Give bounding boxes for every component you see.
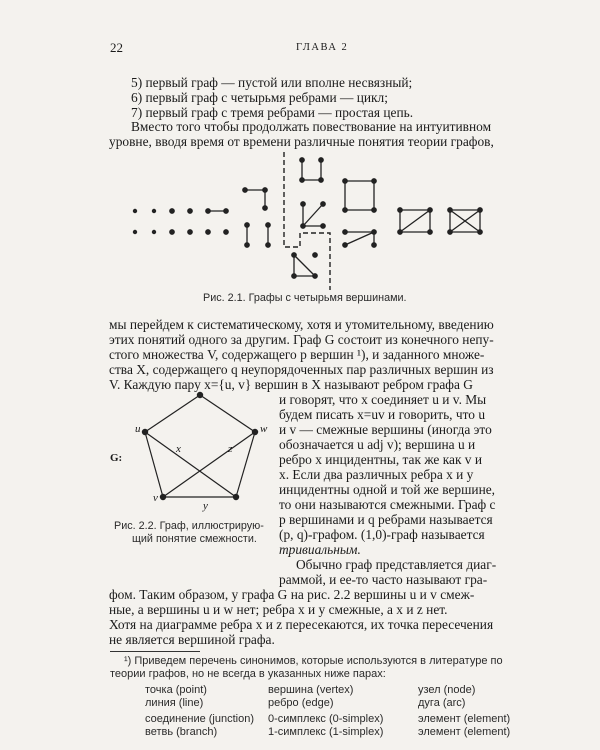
intro-line: Вместо того чтобы продолжать повествование на интуитивном [131, 119, 492, 134]
right-col-line: Обычно граф представляется диаг- [296, 557, 497, 572]
bottom-line: Хотя на диаграмме ребра x и z пересекаются, их точка пересечения [109, 617, 494, 632]
body-line: этих понятий одного за другим. Граф G состоит из конечного непу- [109, 332, 494, 347]
right-col-line: и v — смежные вершины (иногда это [279, 422, 492, 437]
graph-complete-k4 [448, 208, 482, 234]
page-number: 22 [110, 40, 123, 55]
footnote-line2: теории графов, но не всегда в указанных ниже парах: [110, 668, 386, 680]
chapter-title: ГЛАВА 2 [296, 42, 349, 53]
fig2-edge-x: x [176, 443, 181, 455]
synonym-cell: узел (node) [418, 684, 476, 696]
right-col-line: то они называются смежными. Граф с [279, 497, 496, 512]
right-col-line: раммой, и ее-то часто называют гра- [279, 572, 488, 587]
synonym-cell: соединение (junction) [145, 713, 255, 725]
right-col-line: обозначается u adj v); вершина u и [279, 437, 476, 452]
graph-one-edge [170, 209, 192, 234]
body-line: мы перейдем к систематическому, хотя и утомительному, введению [109, 317, 494, 332]
right-col-line: будем писать x=uv и говорить, что u [279, 407, 486, 422]
body-line: ства X, содержащего q неупорядоченных пар различных вершин из [109, 362, 494, 377]
bottom-line: ные, а вершины u и w нет; ребра x и y смежные, а x и z нет. [109, 602, 448, 617]
fig2-vertex-v: v [153, 492, 158, 504]
fig2-edge-y: y [203, 500, 208, 512]
body-line: стого множества V, содержащего p вершин ¹), и заданного множе- [109, 347, 485, 362]
intro-line: уровне, вводя время от времени различные понятия теории графов, [109, 134, 494, 149]
graph-square-diagonal [398, 208, 432, 234]
right-col-line: и говорят, что x соединяет u и v. Мы [279, 392, 487, 407]
figure-2-2 [142, 392, 257, 499]
footnote-line1: ¹) Приведем перечень синонимов, которые используются в литературе по [124, 655, 503, 667]
intro-line: 6) первый граф с четырьмя ребрами — цикл; [131, 90, 388, 105]
synonym-cell: дуга (arc) [418, 697, 466, 709]
right-col-line: (p, q)-графом. (1,0)-граф называется [279, 527, 485, 542]
footnote-rule [110, 651, 200, 652]
figure-2-2-caption-line2: щий понятие смежности. [132, 533, 257, 545]
synonym-cell: элемент (element) [418, 713, 511, 725]
right-col-line: тривиальным. [279, 542, 361, 557]
bottom-line: не является вершиной графа. [109, 632, 275, 647]
right-col-line: ребро x инцидентны, так же как v и [279, 452, 483, 467]
empty-graph [133, 209, 156, 234]
synonym-cell: вершина (vertex) [268, 684, 354, 696]
right-col-line: x. Если два различных ребра x и y [279, 467, 474, 482]
fig2-vertex-u: u [135, 423, 141, 435]
intro-line: 5) первый граф — пустой или вполне несвязный; [131, 75, 413, 90]
synonym-cell: элемент (element) [418, 726, 511, 738]
synonym-cell: точка (point) [145, 684, 207, 696]
fig2-graph-label: G: [110, 452, 123, 464]
right-col-line: инцидентны одной и той же вершине, [279, 482, 496, 497]
graph-cycles [343, 179, 376, 247]
body-line: V. Каждую пару x={u, v} вершин в X называют ребром графа G [109, 377, 473, 392]
synonym-cell: 0-симплекс (0-simplex) [268, 713, 384, 725]
fig2-edge-z: z [228, 443, 233, 455]
figure-2-2-caption-line1: Рис. 2.2. Граф, иллюстрирую- [114, 520, 264, 532]
figure-2-1-caption: Рис. 2.1. Графы с четырьмя вершинами. [203, 292, 407, 304]
synonym-cell: линия (line) [145, 697, 204, 709]
graph-path-set [243, 188, 270, 247]
synonym-cell: ветвь (branch) [145, 726, 218, 738]
graph-two-edges [206, 209, 228, 234]
synonym-cell: ребро (edge) [268, 697, 334, 709]
graph-column-2 [292, 158, 325, 278]
fig2-vertex-w: w [260, 423, 268, 435]
right-col-line: p вершинами и q ребрами называется [279, 512, 493, 527]
synonym-cell: 1-симплекс (1-simplex) [268, 726, 384, 738]
intro-line: 7) первый граф с тремя ребрами — простая цепь. [131, 105, 414, 120]
bottom-line: фом. Таким образом, у графа G на рис. 2.2 вершины u и v смеж- [109, 587, 475, 602]
